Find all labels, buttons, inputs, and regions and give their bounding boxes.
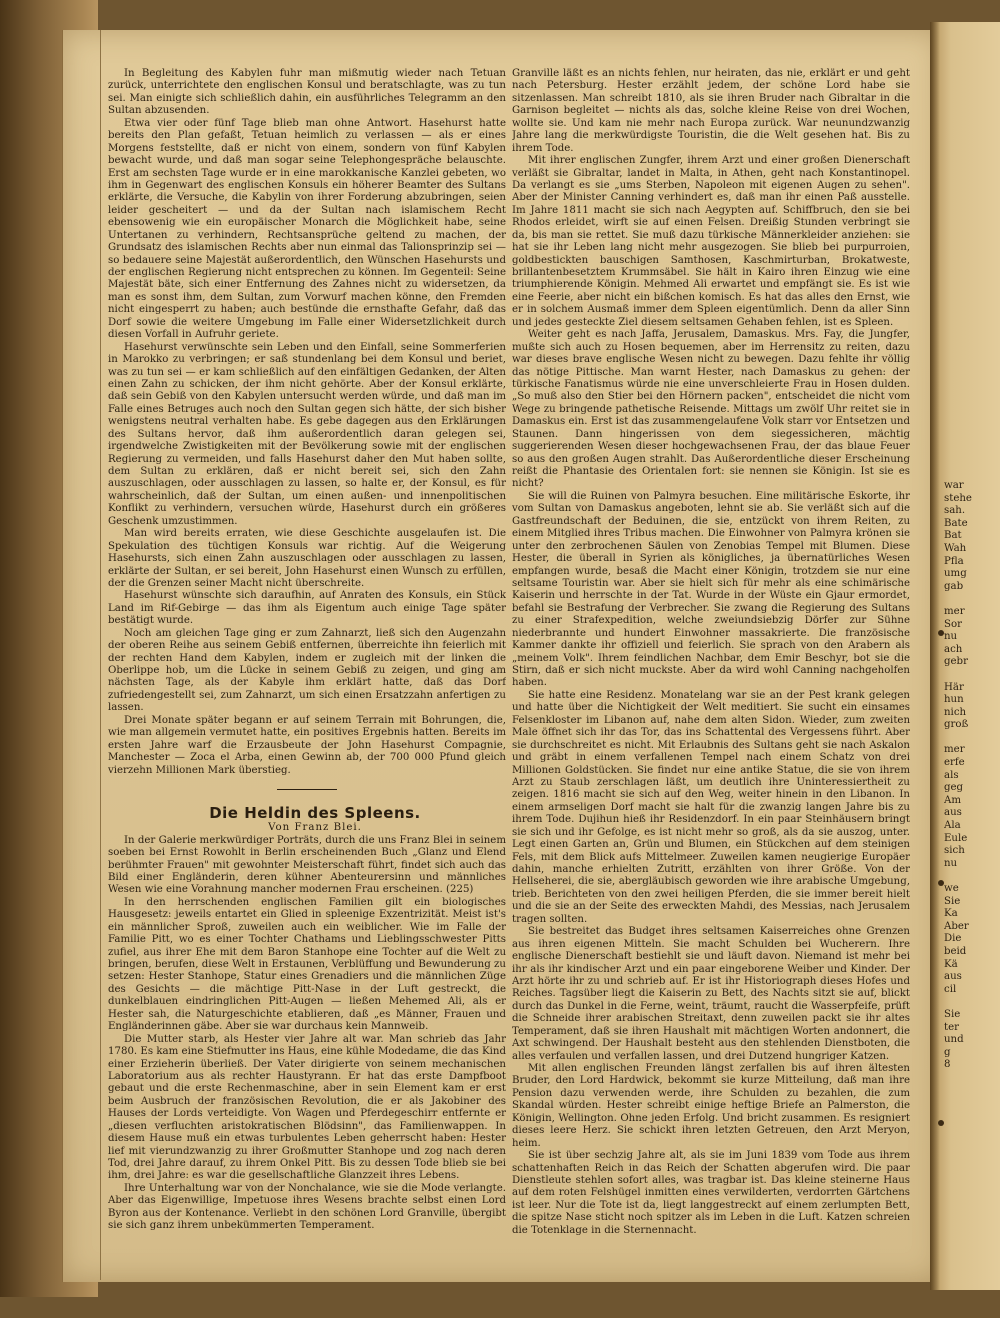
- adjacent-page-text: [944, 480, 1000, 1072]
- paragraph: Noch am gleichen Tage ging er zum Zahnarzt, ließ sich den Augenzahn der oberen Reihe aus seinem Gebiß entfernen, überreichte ihn feierlich mit der rechten Hand dem Kabylen, indem er zugleich mit der linken die Oberlippe hob, um die Lücke in seinem Gebiß zu zeigen, und ging am nächsten Tage, als der Kabyle ihm erklärt hatte, daß das Dorf zufriedengestellt sei, zum Zahnarzt, um sich einen Ersatzzahn anfertigen zu lassen.: [108, 627, 506, 714]
- paragraph: Weiter geht es nach Jaffa, Jerusalem, Damaskus. Mrs. Fay, die Jungfer, mußte sich auch zu Hosen bequemen, aber im Herrensitz zu reiten, dazu war dieses brave englische Wesen nicht zu bewegen. Dazu fehlte ihr völlig das nötige Pittische. Man warnt Hester, nach Damaskus zu gehen: der türkische Fanatismus würde nie eine unverschleierte Frau in Hosen dulden. „So muß also den Stier bei den Hörnern packen", entscheidet die nicht vom Wege zu bringende pathetische Reisende. Mittags um zwölf Uhr reitet sie in Damaskus ein. Erst ist das zusammengelaufene Volk starr vor Entsetzen und Staunen. Dann hingerissen von dem siegessicheren, mächtig suggerierenden Wesen dieser hochgewachsenen Frau, der das blaue Feuer so aus den großen Augen strahlt. Das Außerordentliche dieser Erscheinung reißt die Phantasie des Orientalen fort: sie nennen sie Königin. Ist sie es nicht?: [512, 329, 910, 490]
- adjacent-text-fragment: Pfla: [944, 555, 964, 567]
- adjacent-text-fragment: umg: [944, 568, 967, 580]
- adjacent-text-fragment: Sor: [944, 618, 962, 630]
- gutter-shadow: [930, 22, 940, 1290]
- paragraph: Mit allen englischen Freunden längst zerfallen bis auf ihren ältesten Bruder, den Lord Hardwick, bekommt sie kurze Mitteilung, daß man ihre Pension dazu verwenden werde, ihre Schulden zu bezahlen, die zum Skandal würden. Hester schreibt einige heftige Briefe an Palmerston, die Königin, Wellington. Ohne jeden Erfolg. Und bricht zusammen. Es resigniert dieses leere Herz. Sie schickt ihren letzten Getreuen, den Arzt Meryon, heim.: [512, 1063, 910, 1149]
- adjacent-text-fragment: [944, 870, 1000, 883]
- paragraph: Die Mutter starb, als Hester vier Jahre alt war. Man schrieb das Jahr 1780. Es kam eine Stiefmutter ins Haus, eine kühle Modedame, die das Kind einer Erzieherin überließ. Der Vater dirigierte von seinem mechanischen Laboratorium aus als rechter Haustyrann. Er hat das erste Dampfboot gebaut und die erste Rechenmaschine, aber in sein Element kam er erst beim Ausbruch der französischen Revolution, die er als Jakobiner des Hauses der Lords verteidigte. Von Wagen und Pferdegeschirr entfernte er „diesen verfluchten aristokratischen Blödsinn", das Familienwappen. In diesem Hause muß ein etwas turbulentes Leben geherrscht haben: Hester lief mit vierundzwanzig zu ihrer Großmutter Stanhope und zog nach deren Tod, drei Jahre darauf, zu ihrem Onkel Pitt. Bis zu dessen Tode blieb sie bei ihm, drei Jahre: es war die gesellschaftliche Glanzzeit ihres Lebens.: [108, 1033, 506, 1182]
- adjacent-text-fragment: geg: [944, 782, 964, 794]
- adjacent-text-fragment: Aber: [944, 920, 969, 932]
- article-title: Die Heldin des Spleens.: [209, 803, 421, 822]
- article-heldin-des-spleens: [108, 804, 506, 1233]
- adjacent-text-fragment: und: [944, 1034, 964, 1046]
- adjacent-text-fragment: we: [944, 883, 959, 894]
- adjacent-text-fragment: g: [944, 1046, 951, 1058]
- paragraph: Sie hatte eine Residenz. Monatelang war sie an der Pest krank gelegen und hatte über die Nichtigkeit der Welt meditiert. Sie sucht ein einsames Felsenkloster im Libanon auf, nahe dem alten Sidon. Wieder, zum zweiten Male öffnet sich ihr das Tor, das ins Schattental des Vergessens führt. Aber sie durchschreitet es nicht. Mit Erlaubnis des Sultans geht sie nach Askalon und gräbt in einem verfallenen Tempel nach einem Schatz von drei Millionen Goldstücken. Sie findet nur eine antike Statue, die sie von ihrem Arzt zu Staub zerschlagen läßt, um deutlich ihre Uninteressiertheit zu zeigen. 1816 macht sie sich auf den Weg, weiter hinein in den Libanon. In einem armseligen Dorf macht sie halt für die zwanzig langen Jahre bis zu ihrem Tode. Dujihun hieß ihr Residenzdorf. In ein paar Steinhäusern bringt sie sich und ihr Gefolge, es ist nicht mehr so groß, als da sie auszog, unter. Legt einen Garten an, Grün und Blumen, ein Stückchen auf dem steinigen Fels, mit dem Blick aufs Mittelmeer. Zuweilen kamen neugierige Europäer dahin, manche erhielten Zutritt, erzählten von ihrer Größe. Von der Hellseherei, die sie, abergläubisch geworden wie ihre arabische Umgebung, trieb. Berichteten von den zwei heiligen Pferden, die sie immer bereit hielt und die sie an der Seite des erweckten Mahdi, des Messias, nach Jerusalem tragen sollten.: [512, 689, 910, 925]
- paragraph: In Begleitung des Kabylen fuhr man mißmutig wieder nach Tetuan zurück, unterrichtete den englischen Konsul und beratschlagte, was zu tun sei. Man einigte sich schließlich dahin, ein ausführliches Telegramm an den Sultan abzusenden.: [108, 68, 506, 117]
- adjacent-text-fragment: Am: [944, 794, 962, 806]
- paragraph: Hasehurst wünschte sich daraufhin, auf Anraten des Konsuls, ein Stück Land im Rif-Gebirge — das ihm als Eigentum auch einige Tage später bestätigt wurde.: [108, 590, 506, 627]
- adjacent-text-fragment: Kä: [944, 958, 958, 970]
- paragraph: Mit ihrer englischen Zungfer, ihrem Arzt und einer großen Dienerschaft verläßt sie Gibraltar, landet in Malta, in Athen, geht nach Konstantinopel. Da verlangt es sie „ums Sterben, Napoleon mit eigenen Augen zu sehen". Aber der Minister Canning verhindert es, daß man ihr einen Paß ausstelle. Im Jahre 1811 macht sie sich nach Aegypten auf. Schiffbruch, den sie bei Rhodos erleidet, wirft sie auf einen Felsen. Dreißig Stunden verbringt sie da, bis man sie rettet. Sie muß dazu türkische Männerkleider anziehen: sie hat sie ihr Leben lang nicht mehr ausgezogen. Sie blieb bei purpurroien, goldbestickten bauschigen Samthosen, Kaschmirturban, Brokatweste, brillantenbesetztem Krummsäbel. Sie hält in Kairo ihren Einzug wie eine triumphierende Königin. Mehmed Ali erwartet und empfängt sie. Es ist wie eine Feerie, aber nicht ein bißchen komisch. Es hat das alles den Ernst, wie er in solchem Ausmaß immer dem Spleen eigentümlich. Denn da aller Sinn und jedes gesteckte Ziel diesem seltsamen Gehaben fehlen, ist es Spleen.: [512, 155, 910, 328]
- adjacent-text-fragment: Ka: [944, 908, 958, 920]
- adjacent-text-fragment: hun: [944, 694, 964, 706]
- adjacent-text-fragment: mer: [944, 605, 965, 617]
- adjacent-text-fragment: groß: [944, 719, 969, 731]
- gutter-line: [100, 30, 101, 1280]
- adjacent-text-fragment: cil: [944, 983, 957, 995]
- adjacent-text-fragment: als: [944, 769, 959, 781]
- adjacent-text-fragment: nich: [944, 706, 967, 718]
- adjacent-text-fragment: Eule: [944, 832, 968, 844]
- adjacent-text-fragment: Sie: [944, 1008, 961, 1020]
- adjacent-text-fragment: Wah: [944, 542, 967, 554]
- paragraph: Man wird bereits erraten, wie diese Geschichte ausgelaufen ist. Die Spekulation des tüchtigen Konsuls war richtig. Auf die Weigerung Hasehursts, sich einen Zahn auszuschlagen oder ausschlagen zu lassen, erklärte der Sultan, er sei bereit, John Hasehurst einen Wunsch zu erfüllen, der die Grenzen seiner Macht nicht überschreite.: [108, 528, 506, 589]
- paragraph: In den herrschenden englischen Familien gilt ein biologisches Hausgesetz: jeweils entartet ein Glied in spleenige Exzentrizität. Meist ist's ein männlicher Sproß, zuweilen auch ein weiblicher. Wie im Falle der Familie Pitt, wo es einer Tochter Chathams und Lieblingsschwester Pitts zufiel, aus ihrer Ehe mit dem Baron Stanhope eine Tochter auf die Welt zu bringen, berufen, diese Welt in Erstaunen, Verblüffung und Bewunderung zu setzen: Hester Stanhope, Statur eines Grenadiers und die männlichen Züge des Gesichts — die mächtige Pitt-Nase in der Luft gestreckt, die dunkelblauen eindringlichen Pitt-Augen — ließen Mehemed Ali, als er Hester sah, die Naturgeschichte etablieren, daß „es Männer, Frauen und Engländerinnen gäbe. Aber sie war durchaus kein Mannweib.: [108, 896, 506, 1033]
- article-continuation: [108, 68, 506, 777]
- adjacent-text-fragment: erfe: [944, 757, 965, 769]
- paragraph: Ihre Unterhaltung war von der Nonchalance, wie sie die Mode verlangte. Aber das Eigenwillige, Impetuose ihres Wesens brachte selbst einen Lord Byron aus der Kontenance. Verliebt in den schönen Lord Granville, übergibt sie sich ganz ihrem unbekümmerten Temperament.: [108, 1182, 506, 1232]
- section-divider: [277, 789, 337, 790]
- adjacent-text-fragment: ach: [944, 643, 963, 655]
- adjacent-text-fragment: mer: [944, 744, 965, 756]
- adjacent-text-fragment: Ala: [944, 820, 961, 832]
- paragraph: Granville läßt es an nichts fehlen, nur heiraten, das nie, erklärt er und geht nach Petersburg. Hester erzählt jedem, der schöne Lord habe sie sitzenlassen. Man schreibt 1810, als sie ihren Bruder nach Gibraltar in die Garnison begleitet — nichts als das, solche kleine Reise von drei Wochen, wollte sie. Und kam nie mehr nach Europa zurück. War neunundzwanzig Jahre lang die merkwürdigste Touristin, die die Welt gesehen hat. Bis zu ihrem Tode.: [512, 68, 910, 154]
- adjacent-text-fragment: Här: [944, 681, 964, 693]
- paragraph: Sie will die Ruinen von Palmyra besuchen. Eine militärische Eskorte, ihr vom Sultan von Damaskus angeboten, lehnt sie ab. Sie verläßt sich auf die Gastfreundschaft der Beduinen, die sie, entzückt von ihrem Reiten, zu einem Mitglied ihres Tribus machen. Die Einwohner von Palmyra krönen sie unter den zerbrochenen Säulen von Zenobias Tempel mit Blumen. Diese Hester, die überall in Syrien als königliches, ja übernatürliches Wesen empfangen wurde, besaß die Macht einer Königin, trotzdem sie nur eine seltsame Touristin war. Aber sie hielt sich für mehr als eine schimärische Kaiserin und herrschte in der Tat. Wurde in der Wüste ein Gjaur ermordet, befahl sie Bestrafung der Verbrecher. Sie zwang die Regierung des Sultans zu einer Strafexpedition, welche zweiundsiebzig Dörfer zur Sühne niederbrannte und hundert Einwohner massakrierte. Die französische Kammer dankte ihr offiziell und feierlich. Sie sprach von den Arabern als „meinem Volk". Ihrem feindlichen Nachbar, dem Emir Beschyr, bot sie die Stirn, daß er sich nicht muckste. Aber da wird wohl Canning nachgeholfen haben.: [512, 490, 910, 689]
- adjacent-text-fragment: war: [944, 480, 964, 491]
- adjacent-text-fragment: sah.: [944, 505, 966, 517]
- adjacent-text-fragment: [944, 732, 1000, 745]
- adjacent-text-fragment: ter: [944, 1021, 959, 1033]
- article-intro: In der Galerie merkwürdiger Porträts, durch die uns Franz Blei in seinem soeben bei Ernst Rowohlt in Berlin erscheinenden Buch „Glanz und Elend berühmter Frauen" mit gewohnter Meisterschaft führt, findet sich auch das Bild einer Engländerin, deren kühner Abenteurersinn und männliches Wesen wie eine Vorahnung mancher modernen Frau erscheinen. (225): [108, 834, 506, 896]
- adjacent-text-fragment: 8: [944, 1059, 951, 1071]
- adjacent-text-fragment: Bat: [944, 530, 962, 542]
- binding-hole: [938, 1120, 944, 1126]
- adjacent-text-fragment: Sie: [944, 895, 961, 907]
- adjacent-text-fragment: [944, 996, 1000, 1009]
- paragraph: Drei Monate später begann er auf seinem Terrain mit Bohrungen, die, wie man allgemein vermutet hatte, ein positives Ergebnis hatten. Bereits im ersten Jahre warf die Erzausbeute der John Hasehurst Compagnie, Manchester — Zoca el Arba, einen Gewinn ab, der 700 000 Pfund gleich vierzehn Millionen Mark überstieg.: [108, 714, 506, 776]
- adjacent-text-fragment: [944, 593, 1000, 606]
- paragraph: Sie ist über sechzig Jahre alt, als sie im Juni 1839 vom Tode aus ihrem schattenhaften Reich in das Reich der Schatten abgerufen wird. Die paar Dienstleute stehlen sofort alles, was tragbar ist. Das kleine steinerne Haus auf dem roten Felshügel inmitten eines verwilderten, verdorrten Gärtchens ist leer. Nur die Tote ist da, liegt langgestreckt auf einem zerlumpten Bett, die spitze Nase sticht noch spitzer als im Leben in die Luft. Katzen schreien die Totenklage in die Sternennacht.: [512, 1150, 910, 1236]
- adjacent-text-fragment: gebr: [944, 656, 968, 668]
- paragraph: Etwa vier oder fünf Tage blieb man ohne Antwort. Hasehurst hatte bereits den Plan gefaßt, Tetuan heimlich zu verlassen — als er eines Morgens feststellte, daß er nicht von einem, sondern von fünf Kabylen bewacht wurde, und daß man sogar seine Telephongespräche belauschte. Erst am sechsten Tage wurde er in eine marokkanische Kanzlei gebeten, wo ihm in Gegenwart des englischen Konsuls ein höherer Beamter des Sultans erklärte, die Versuche, die Kabylin von ihrer Forderung abzubringen, seien leider gescheitert — und da der Sultan nach islamischem Recht ebensowenig wie ein europäischer Monarch die Möglichkeit habe, seine Untertanen zu verhindern, Rechtsansprüche geltend zu machen, der Grundsatz des islamischen Rechts aber nun einmal das Talionsprinzip sei — so bedauere seine Majestät außerordentlich, den Wünschen Hasehursts und der englischen Regierung nicht entsprechen zu können. Im Gegenteil: Seine Majestät bäte, sich einer Entfernung des Zahnes nicht zu widersetzen, da man es sonst ihm, dem Sultan, zum Vorwurf machen könne, den Fremden nicht eingesperrt zu haben; auch bestünde die ernsthafte Gefahr, daß das Dorf sowie die weitere Umgebung im Falle einer Widersetzlichkeit durch diesen Vorfall in Aufruhr geriete.: [108, 117, 506, 341]
- paragraph: Sie bestreitet das Budget ihres seltsamen Kaiserreiches ohne Grenzen aus ihren eigenen Mitteln. Sie macht Schulden bei Wucherern. Ihre englische Dienerschaft bestiehlt sie und läuft davon. Niemand ist mehr bei ihr als ihr kindischer Arzt und ein paar eingeborene Weiber und Kinder. Der Arzt hörte ihr zu und schrieb auf. Er ist ihr Historiograph dieses Hofes und Reiches. Tagsüber liegt die Kaiserin zu Bett, des Nachts sitzt sie auf, blickt durch das Dunkel in die Ferne, weint, träumt, raucht die Wasserpfeife, prüft die Schneide ihrer arabischen Streitaxt, denn zuweilen packt sie ihr altes Temperament, daß sie ihren Haushalt mit mächtigen Worten andonnert, die Axt schwingend. Der Haushalt besteht aus den stehlenden Dienstboten, die alles verfaulen und verfallen lassen, und drei Dutzend hungriger Katzen.: [512, 926, 910, 1062]
- adjacent-text-fragment: stehe: [944, 492, 972, 504]
- adjacent-text-fragment: sich: [944, 845, 965, 857]
- article-author: Von Franz Blei.: [268, 822, 362, 834]
- adjacent-text-fragment: Die: [944, 933, 962, 945]
- paragraph: Hasehurst verwünschte sein Leben und den Einfall, seine Sommerferien in Marokko zu verbringen; er saß stundenlang bei dem Konsul und beriet, was zu tun sei — er kam schließlich auf den einfältigen Gedanken, der Alten einen Zahn zu schicken, der ihm nicht gehörte. Aber der Konsul erklärte, daß sein Gebiß von den Kabylen untersucht werden würde, und daß man im Falle eines Betruges auch noch den Sultan gegen sich hätte, der sich bisher wenigstens neutral verhalten habe. Es gebe dagegen aus den Erklärungen des Sultans hervor, daß ihm außerordentlich daran gelegen sei, irgendwelche Zwistigkeiten mit der Bevölkerung sowie mit der englischen Regierung zu vermeiden, und falls Hasehurst daher den Mut haben sollte, dem Sultan zu erklären, daß er nicht bereit sei, sich den Zahn auszuschlagen, oder ausschlagen zu lassen, so halte er, der Konsul, es für wahrscheinlich, daß der Sultan, um einen außen- und innenpolitischen Konflikt zu verhindern, versuchen würde, Hasehurst durch ein größeres Geschenk umzustimmen.: [108, 341, 506, 527]
- right-column: [512, 68, 910, 1283]
- adjacent-text-fragment: gab: [944, 580, 964, 592]
- adjacent-text-fragment: nu: [944, 857, 958, 869]
- adjacent-text-fragment: aus: [944, 971, 962, 983]
- left-column: [108, 68, 506, 1318]
- adjacent-text-fragment: [944, 669, 1000, 682]
- adjacent-text-fragment: aus: [944, 807, 962, 819]
- adjacent-text-fragment: Bate: [944, 517, 968, 529]
- adjacent-text-fragment: nu: [944, 631, 958, 643]
- adjacent-text-fragment: beid: [944, 945, 967, 957]
